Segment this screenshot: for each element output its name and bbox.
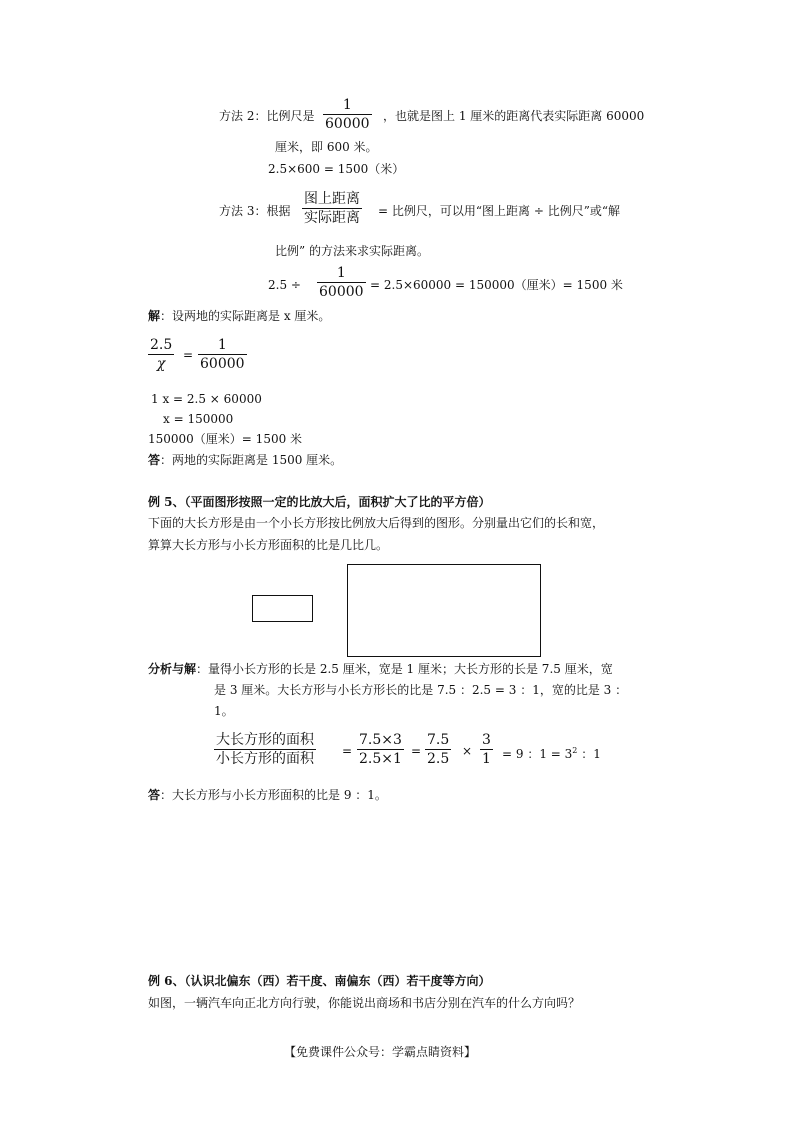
example5-desc-line1: 下面的大长方形是由一个小长方形按比例放大后得到的图形。分别量出它们的长和宽， bbox=[148, 516, 605, 530]
fraction-denominator: 60000 bbox=[325, 116, 370, 132]
equals-sign-1: = bbox=[342, 744, 353, 758]
method3-fraction bbox=[302, 190, 362, 227]
fraction-denominator: χ bbox=[156, 356, 166, 372]
fraction-denominator: 2.5 bbox=[427, 751, 450, 767]
footer-text: 【免费课件公众号：学霸点睛资料】 bbox=[284, 1045, 477, 1059]
fraction-numerator: 7.5 bbox=[427, 732, 450, 748]
example6-title: 例 6、（认识北偏东（西）若干度、南偏东（西）若干度等方向） bbox=[148, 974, 491, 988]
method3-calc-prefix: 2.5 ÷ bbox=[268, 278, 301, 292]
fraction-numerator: 图上距离 bbox=[304, 191, 360, 207]
method3-label: 方法 3：根据 bbox=[219, 204, 291, 218]
large-rectangle bbox=[347, 564, 541, 657]
answer-label: 答 bbox=[148, 788, 161, 802]
area-ratio-fraction bbox=[214, 731, 316, 768]
fraction-numerator: 2.5 bbox=[150, 337, 173, 353]
fraction-denominator: 1 bbox=[482, 751, 491, 767]
fraction-denominator: 实际距离 bbox=[304, 210, 360, 226]
answer-text: ：两地的实际距离是 1500 厘米。 bbox=[160, 453, 343, 467]
fraction-denominator: 60000 bbox=[200, 356, 245, 372]
dimension-product-fraction bbox=[357, 731, 404, 768]
solution-line bbox=[148, 308, 330, 324]
fraction-numerator: 1 bbox=[336, 265, 346, 281]
method2-text: ，也就是图上 1 厘米的距离代表实际距离 60000 bbox=[383, 109, 645, 123]
fraction-denominator: 2.5×1 bbox=[359, 751, 402, 767]
analysis-label: 分析与解 bbox=[148, 662, 197, 676]
fraction-numerator: 大长方形的面积 bbox=[216, 732, 314, 748]
fraction-numerator: 1 bbox=[342, 97, 352, 113]
solution-step1: 1 x = 2.5 × 60000 bbox=[151, 392, 262, 406]
solution-step3: 150000（厘米）= 1500 米 bbox=[148, 432, 303, 446]
example5-analysis-line3: 1。 bbox=[214, 704, 234, 718]
example5-title: 例 5、（平面图形按照一定的比放大后，面积扩大了比的平方倍） bbox=[148, 495, 491, 509]
method2-label: 方法 2：比例尺是 bbox=[219, 109, 315, 123]
fraction-numerator: 3 bbox=[482, 732, 491, 748]
width-ratio-fraction bbox=[480, 731, 493, 768]
answer-text: ：大长方形与小长方形面积的比是 9 ：1。 bbox=[160, 788, 387, 802]
method3-calc-fraction bbox=[317, 264, 366, 301]
fraction-denominator: 60000 bbox=[319, 284, 364, 300]
method2-fraction bbox=[323, 96, 372, 133]
method3-calc-suffix: = 2.5×60000 = 150000（厘米）= 1500 米 bbox=[370, 278, 623, 292]
fraction-denominator: 小长方形的面积 bbox=[216, 751, 314, 767]
ratio-result-end: ：1 bbox=[581, 747, 601, 761]
method3-text: = 比例尺，可以用“图上距离 ÷ 比例尺”或“解 bbox=[378, 204, 620, 218]
solution-equation-left bbox=[148, 336, 174, 373]
example5-analysis-line1 bbox=[148, 661, 613, 677]
answer-label: 答 bbox=[148, 453, 161, 467]
example5-analysis-line2: 是 3 厘米。大长方形与小长方形长的比是 7.5 ：2.5 = 3 ：1，宽的比是 3 ： bbox=[214, 683, 628, 697]
solution-answer bbox=[148, 452, 342, 468]
ratio-result-text: = 9 ：1 = 3 bbox=[502, 747, 573, 761]
solution-step2: x = 150000 bbox=[163, 412, 234, 426]
solution-text: ：设两地的实际距离是 x 厘米。 bbox=[160, 309, 331, 323]
analysis-text: ：量得小长方形的长是 2.5 厘米，宽是 1 厘米；大长方形的长是 7.5 厘米，宽 bbox=[196, 662, 613, 676]
solution-label: 解 bbox=[148, 309, 161, 323]
equals-sign-2: = bbox=[411, 744, 422, 758]
solution-equals: = bbox=[183, 348, 194, 362]
example6-desc: 如图，一辆汽车向正北方向行驶，你能说出商场和书店分别在汽车的什么方向吗？ bbox=[148, 996, 581, 1010]
small-rectangle bbox=[252, 595, 313, 622]
fraction-numerator: 7.5×3 bbox=[359, 732, 402, 748]
method2-calc: 2.5×600 = 1500（米） bbox=[268, 162, 405, 176]
fraction-numerator: 1 bbox=[217, 337, 227, 353]
ratio-result bbox=[502, 743, 601, 762]
ratio-exponent: 2 bbox=[572, 746, 578, 755]
length-ratio-fraction bbox=[425, 731, 451, 768]
method2-text-line2: 厘米，即 600 米。 bbox=[275, 140, 378, 154]
times-sign: × bbox=[462, 744, 473, 758]
method3-text-line2: 比例” 的方法来求实际距离。 bbox=[275, 244, 429, 258]
solution-equation-right bbox=[198, 336, 247, 373]
example5-desc-line2: 算算大长方形与小长方形面积的比是几比几。 bbox=[148, 538, 389, 552]
example5-answer bbox=[148, 787, 387, 803]
